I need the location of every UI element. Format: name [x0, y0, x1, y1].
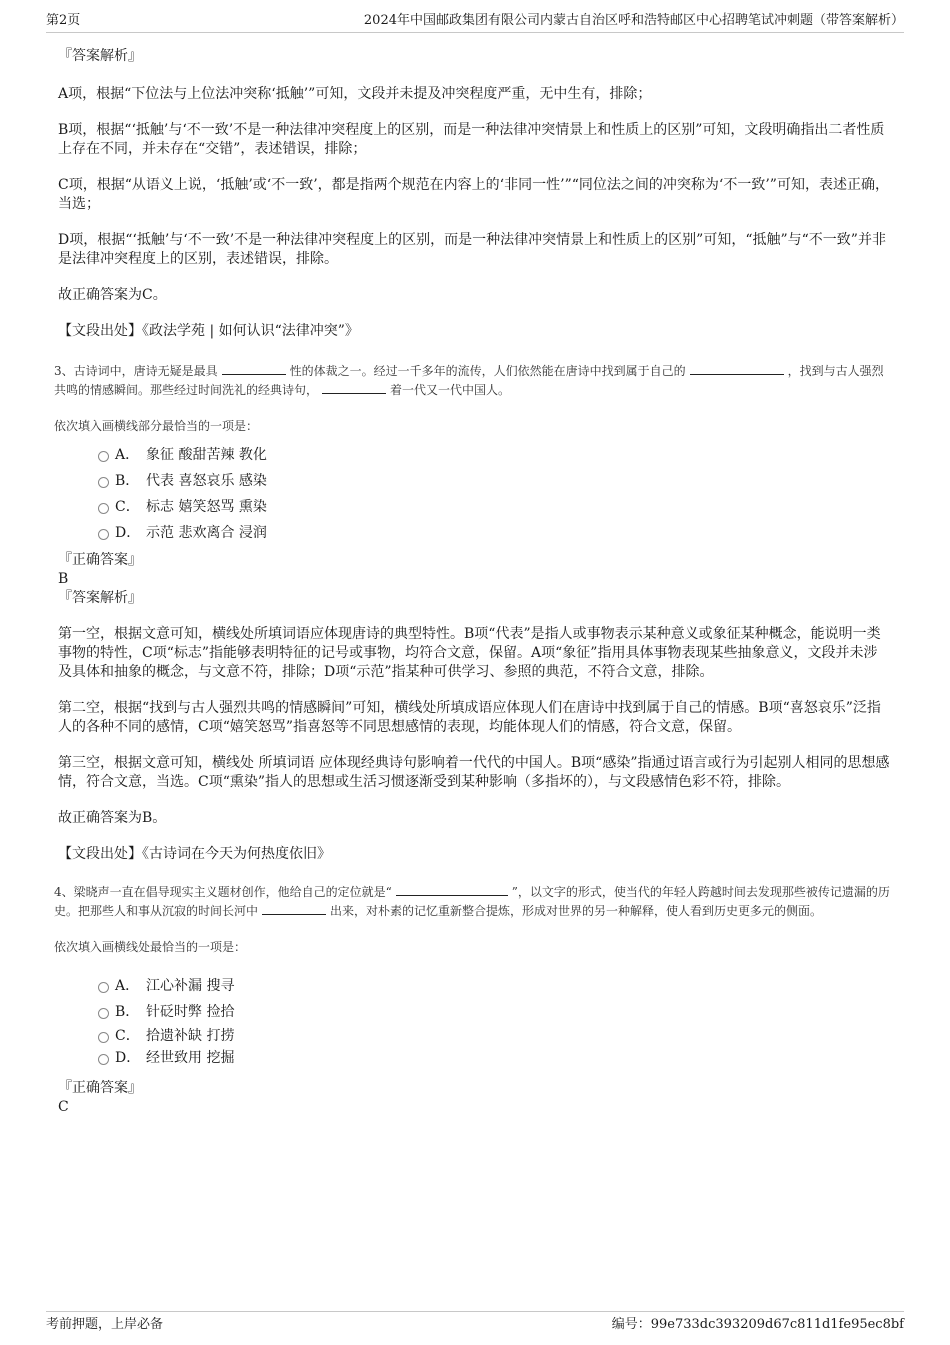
q4-stem: 4、梁晓声一直在倡导现实主义题材创作，他给自己的定位就是“ ”，以文字的形式，使当代的年轻人跨越时间去发现那些被传记遗漏的历史。把那些人和事从沉寂的时间长河中 出来，对朴素的记忆重新整合提炼，形成对世界的另一种解释，使人看到历史更多元的侧面。 [54, 885, 890, 918]
radio-icon[interactable] [98, 477, 109, 488]
q3-prompt: 依次填入画横线部分最恰当的一项是： [54, 419, 259, 433]
q4-option-a[interactable]: A． 江心补漏 搜寻 [58, 973, 890, 999]
q3-conclusion: 故正确答案为B。 [58, 810, 167, 826]
q3-option-b[interactable]: B． 代表 喜怒哀乐 感染 [58, 468, 890, 494]
q3-analysis-p3: 第三空，根据文意可知，横线处 所填词语 应体现经典诗句影响着一代代的中国人。B项“感染”指通过语言或行为引起别人相同的思想感情，符合文意，当选。C项“熏染”指人的思想或生活习惯逐渐受到某种影响（多指坏的），与文段感情色彩不符，排除。 [58, 755, 890, 790]
q2-analysis-heading: 『答案解析』 [58, 48, 142, 64]
radio-icon[interactable] [98, 1054, 109, 1065]
radio-icon[interactable] [98, 1032, 109, 1043]
q4-answer: C [58, 1099, 69, 1115]
q3-answer-heading: 『正确答案』 [58, 552, 142, 568]
content [54, 42, 890, 1117]
q2-analysis-a: A项，根据“下位法与上位法冲突称‘抵触’”可知，文段并未提及冲突程度严重，无中生有，排除； [58, 86, 652, 102]
q4-option-b[interactable]: B． 针砭时弊 捡拾 [58, 999, 890, 1025]
q3-answer: B [58, 571, 69, 587]
q2-analysis-d: D项，根据“‘抵触’与‘不一致’不是一种法律冲突程度上的区别，而是一种法律冲突情景上和性质上的区别”可知，“抵触”与“不一致”并非是法律冲突程度上的区别，表述错误，排除。 [58, 232, 886, 267]
page-header [46, 10, 904, 33]
q2-conclusion: 故正确答案为C。 [58, 287, 167, 303]
q3-option-d[interactable]: D． 示范 悲欢离合 浸润 [58, 520, 890, 546]
radio-icon[interactable] [98, 982, 109, 993]
q4-options [58, 973, 890, 1069]
q3-option-c[interactable]: C． 标志 嬉笑怒骂 熏染 [58, 494, 890, 520]
radio-icon[interactable] [98, 451, 109, 462]
q3-analysis-p1: 第一空，根据文意可知，横线处所填词语应体现唐诗的典型特性。B项“代表”是指人或事物表示某种意义或象征某种概念，能说明一类事物的特性，C项“标志”指能够表明特征的记号或事物，均符合文意，保留。A项“象征”指用具体事物表现某些抽象意义，文段并未涉及具体和抽象的概念，与文意不符，排除；D项“示范”指某种可供学习、参照的典范，不符合文意，排除。 [58, 626, 881, 680]
blank-1 [396, 883, 508, 896]
radio-icon[interactable] [98, 529, 109, 540]
q3-stem: 3、古诗词中，唐诗无疑是最具 性的体裁之一。经过一千多年的流传，人们依然能在唐诗中找到属于自己的 ，找到与古人强烈共鸣的情感瞬间。那些经过时间洗礼的经典诗句， 着一代又一代中国人。 [54, 364, 884, 397]
q3-analysis-p2: 第二空，根据“找到与古人强烈共鸣的情感瞬间”可知，横线处所填成语应体现人们在唐诗中找到属于自己的情感。B项“喜怒哀乐”泛指人的各种不同的感情，C项“嬉笑怒骂”指喜怒等不同思想感情的表现，均能体现人们的情感，符合文意，保留。 [58, 700, 881, 735]
page-number: 第2页 [46, 13, 81, 28]
q4-prompt: 依次填入画横线处最恰当的一项是： [54, 940, 247, 954]
footer-doc-id: 编号：99e733dc393209d67c811d1fe95ec8bf [611, 1317, 904, 1332]
blank-2 [262, 902, 326, 915]
q2-analysis-b: B项，根据“‘抵触’与‘不一致’不是一种法律冲突程度上的区别，而是一种法律冲突情景上和性质上的区别”可知，文段明确指出二者性质上存在不同，并未存在“交错”，表述错误，排除； [58, 122, 885, 157]
q4-option-d[interactable]: D． 经世致用 挖掘 [58, 1047, 890, 1069]
blank-2 [690, 362, 784, 375]
q3-options [58, 442, 890, 546]
q2-analysis-c: C项，根据“从语义上说，‘抵触’或‘不一致’，都是指两个规范在内容上的‘非同一性’”“同位法之间的冲突称为‘不一致’”可知，表述正确，当选； [58, 177, 889, 212]
radio-icon[interactable] [98, 503, 109, 514]
q3-option-a[interactable]: A． 象征 酸甜苦辣 教化 [58, 442, 890, 468]
radio-icon[interactable] [98, 1008, 109, 1019]
q3-source: 【文段出处】《古诗词在今天为何热度依旧》 [58, 846, 331, 862]
page-footer [46, 1311, 904, 1336]
blank-3 [322, 381, 386, 394]
q2-source: 【文段出处】《政法学苑 | 如何认识“法律冲突”》 [58, 323, 359, 339]
footer-slogan: 考前押题，上岸必备 [46, 1317, 164, 1332]
blank-1 [222, 362, 286, 375]
q4-option-c[interactable]: C． 拾遗补缺 打捞 [58, 1025, 890, 1047]
q3-analysis-heading: 『答案解析』 [58, 590, 142, 606]
document-title: 2024年中国邮政集团有限公司内蒙古自治区呼和浩特邮区中心招聘笔试冲刺题（带答案解析） [363, 13, 904, 28]
q4-answer-heading: 『正确答案』 [58, 1080, 142, 1096]
